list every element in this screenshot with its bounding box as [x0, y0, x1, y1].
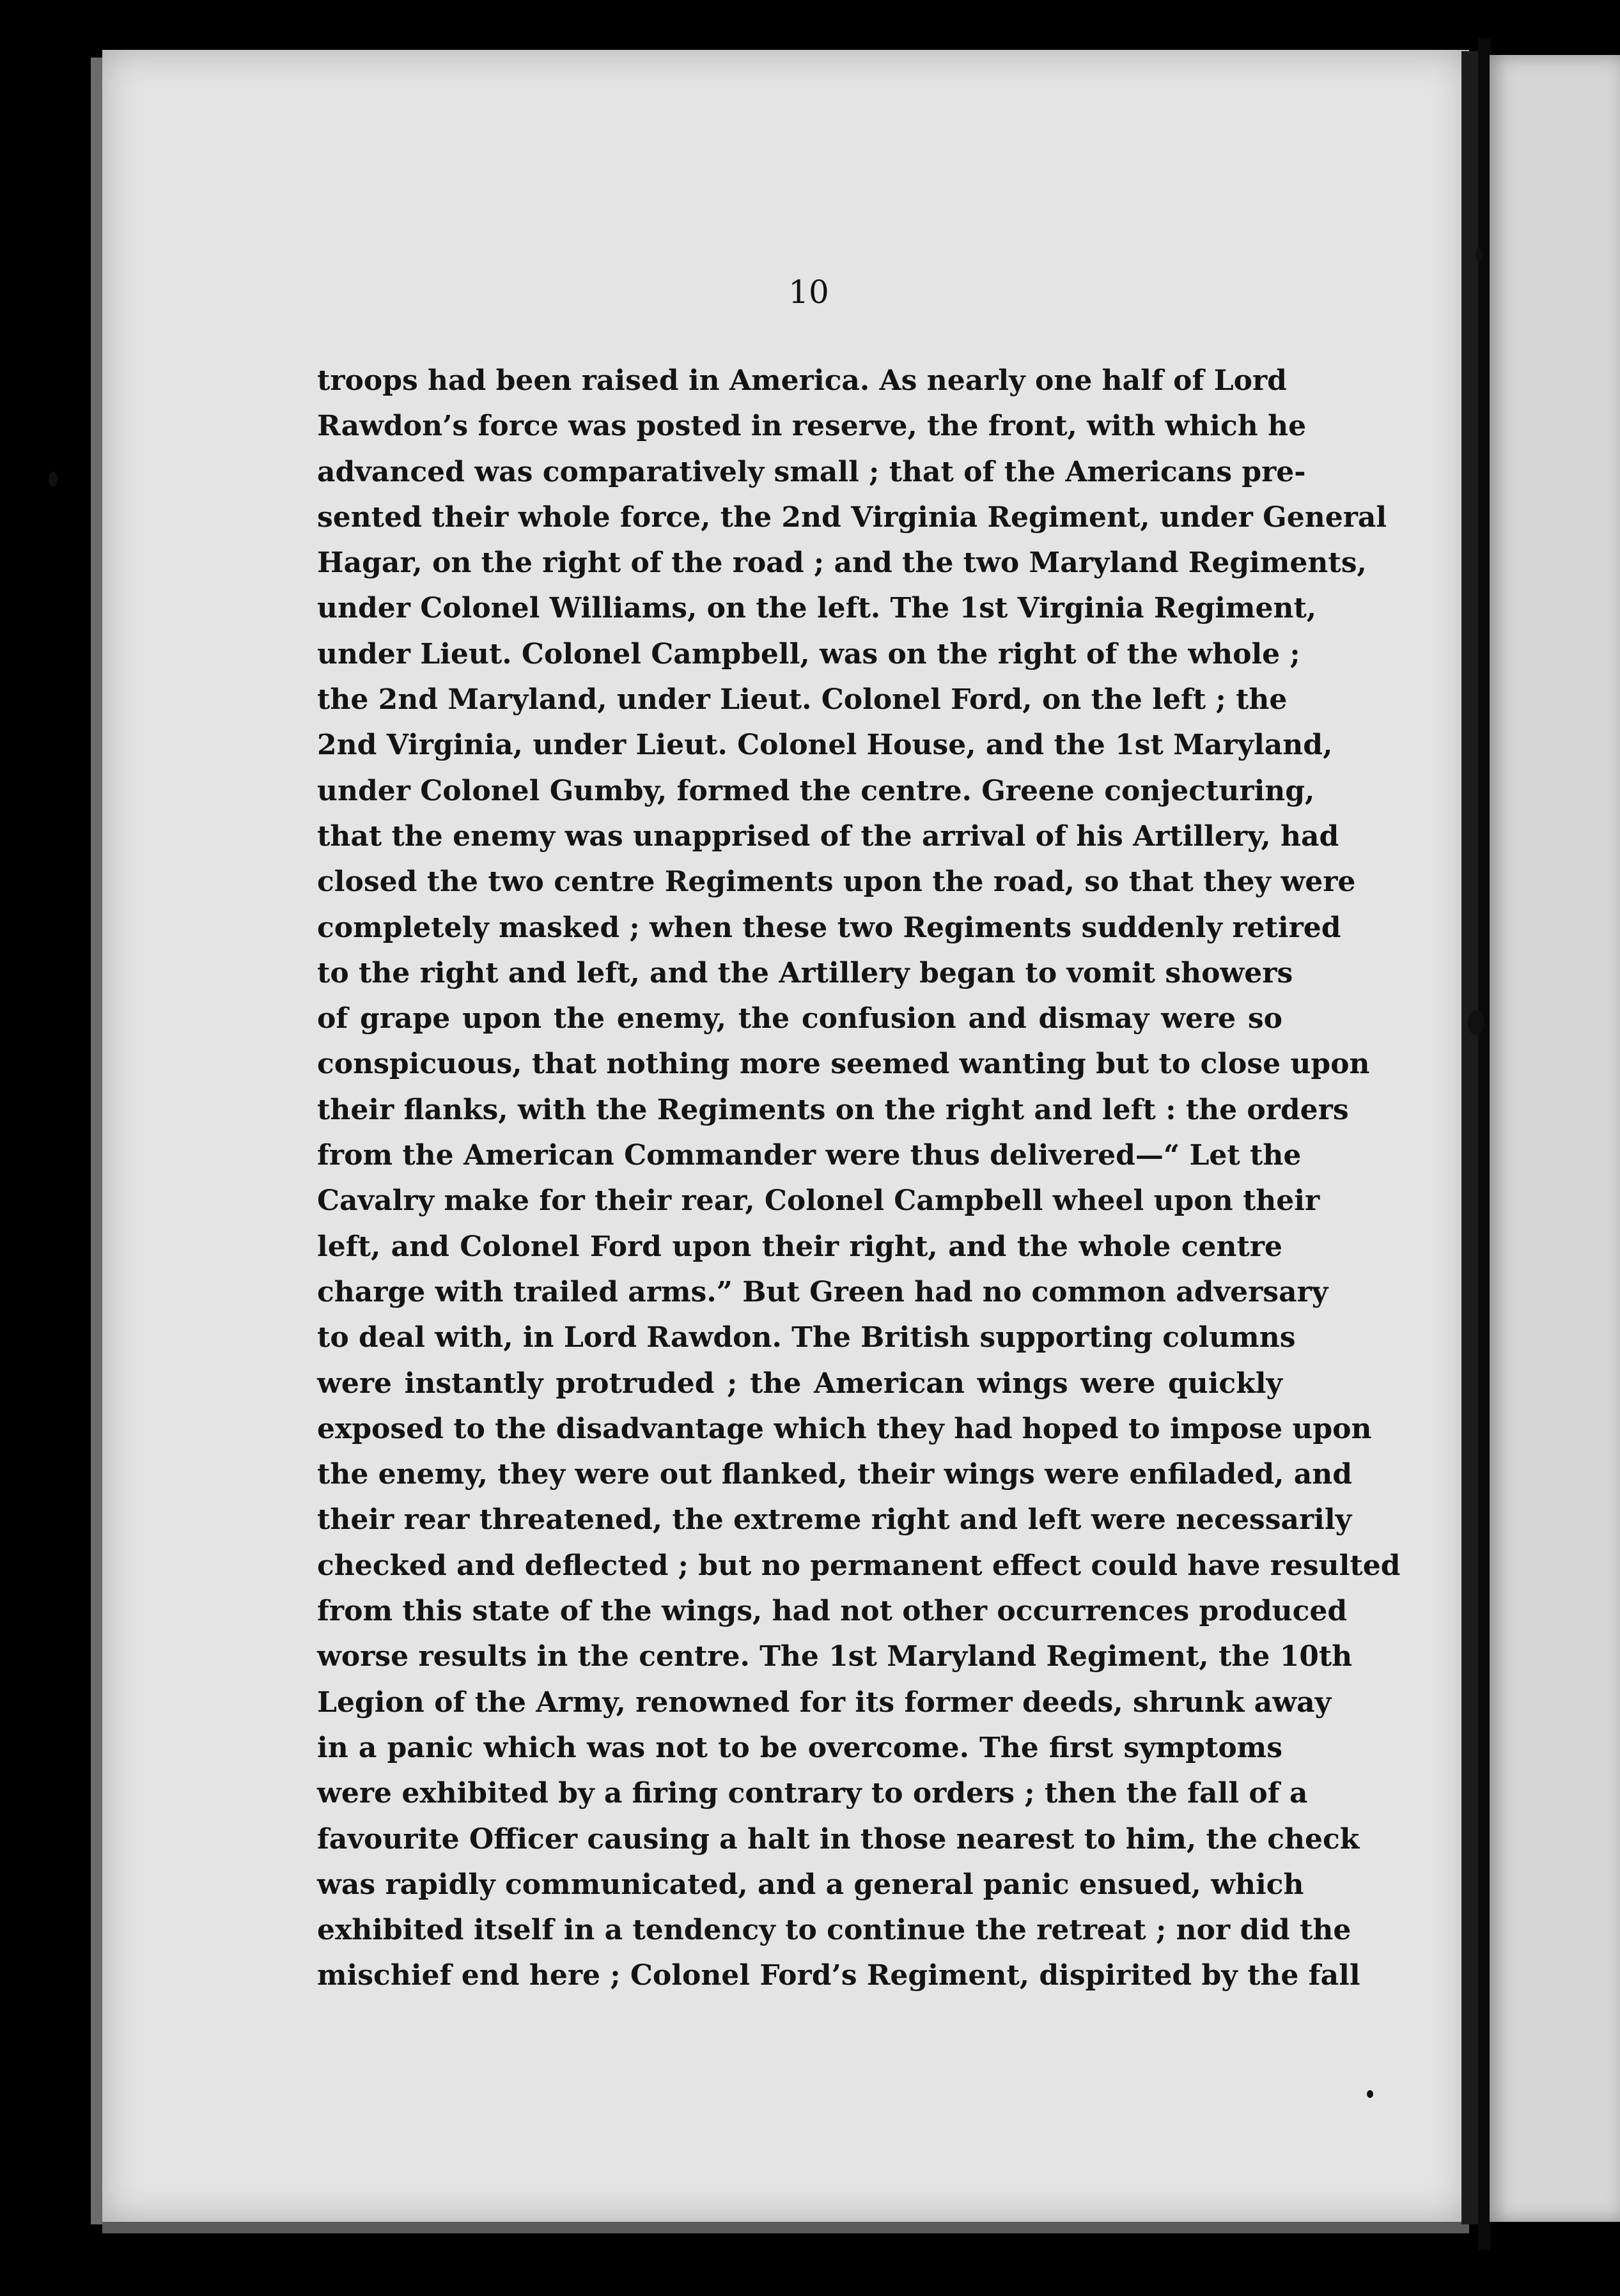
text-line: exhibited itself in a tendency to continue the retreat ; nor did the	[317, 1914, 1351, 1947]
page-number: 10	[788, 274, 829, 311]
body-text	[317, 358, 1401, 1999]
text-line: to the right and left, and the Artillery began to vomit showers	[317, 956, 1293, 989]
text-line: completely masked ; when these two Regiments suddenly retired	[317, 911, 1341, 944]
text-line: advanced was comparatively small ; that of the Americans pre-	[317, 455, 1306, 488]
text-line: their rear threatened, the extreme right and left were necessarily	[317, 1503, 1352, 1537]
book-binding-shadow	[1478, 38, 1491, 2250]
text-line: was rapidly communicated, and a general panic ensued, which	[317, 1868, 1304, 1901]
text-line: conspicuous, that nothing more seemed wanting but to close upon	[317, 1048, 1370, 1081]
text-line: Legion of the Army, renowned for its former deeds, shrunk away	[317, 1686, 1332, 1719]
text-line: the 2nd Maryland, under Lieut. Colonel Ford, on the left ; the	[317, 683, 1288, 717]
text-line: that the enemy was unapprised of the arrival of his Artillery, had	[317, 819, 1339, 853]
text-line: Hagar, on the right of the road ; and the two Maryland Regiments,	[317, 547, 1367, 580]
text-line: left, and Colonel Ford upon their right, and the whole centre	[317, 1230, 1282, 1263]
scan-speck	[1367, 2090, 1373, 2098]
text-line: under Colonel Williams, on the left. The 1st Virginia Regiment,	[317, 592, 1317, 625]
text-line: under Lieut. Colonel Campbell, was on the right of the whole ;	[317, 637, 1300, 671]
page-left-edge	[91, 58, 104, 2224]
text-line: sented their whole force, the 2nd Virginia Regiment, under General	[317, 500, 1387, 534]
text-line: from this state of the wings, had not other occurrences produced	[317, 1595, 1348, 1628]
text-line: exposed to the disadvantage which they had hoped to impose upon	[317, 1412, 1372, 1445]
text-line: under Colonel Gumby, formed the centre. Greene conjecturing,	[317, 774, 1315, 807]
text-line: checked and deflected ; but no permanent effect could have resulted	[317, 1549, 1401, 1582]
adjacent-page-edge	[1490, 55, 1620, 2222]
text-line: to deal with, in Lord Rawdon. The British supporting columns	[317, 1321, 1296, 1354]
text-line: troops had been raised in America. As nearly one half of Lord	[317, 364, 1287, 397]
text-line: 2nd Virginia, under Lieut. Colonel House, and the 1st Maryland,	[317, 729, 1333, 762]
scan-speck	[49, 472, 58, 487]
text-line: of grape upon the enemy, the confusion and dismay were so	[317, 1002, 1282, 1036]
text-line: Rawdon’s force was posted in reserve, the front, with which he	[317, 410, 1307, 443]
text-line: closed the two centre Regiments upon the road, so that they were	[317, 865, 1356, 899]
text-line: in a panic which was not to be overcome. The first symptoms	[317, 1731, 1282, 1764]
scan-speck	[1468, 1010, 1484, 1036]
scan-speck	[1476, 248, 1483, 261]
text-line: the enemy, they were out flanked, their wings were enfiladed, and	[317, 1458, 1353, 1491]
text-line: their flanks, with the Regiments on the right and left : the orders	[317, 1093, 1349, 1126]
text-line: favourite Officer causing a halt in those nearest to him, the check	[317, 1822, 1360, 1856]
text-line: from the American Commander were thus delivered—“ Let the	[317, 1139, 1302, 1172]
text-line: worse results in the centre. The 1st Maryland Regiment, the 10th	[317, 1640, 1353, 1673]
text-line: were instantly protruded ; the American wings were quickly	[317, 1367, 1282, 1400]
page-fold	[1461, 51, 1478, 2224]
text-line: charge with trailed arms.” But Green had no common adversary	[317, 1275, 1328, 1308]
text-line: mischief end here ; Colonel Ford’s Regiment, dispirited by the fall	[317, 1959, 1360, 1992]
text-line: were exhibited by a firing contrary to orders ; then the fall of a	[317, 1777, 1308, 1810]
text-line: Cavalry make for their rear, Colonel Campbell wheel upon their	[317, 1184, 1320, 1218]
